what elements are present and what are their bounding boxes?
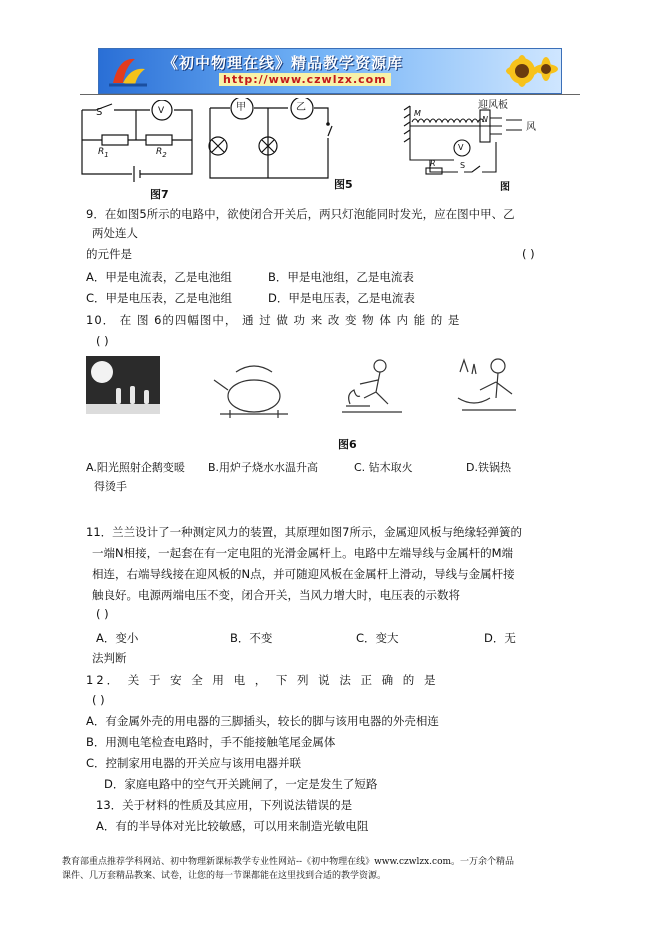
wind-device-diagram	[402, 98, 552, 186]
q9-option-a: A．甲是电流表，乙是电池组	[86, 270, 232, 284]
fig6-caption: 图6	[338, 438, 357, 451]
q10-option-b: B.用炉子烧水水温升高	[208, 461, 319, 474]
q12-answer-paren: ( )	[92, 693, 105, 707]
q10-option-a: A.阳光照射企鹅变暖	[86, 461, 185, 474]
q9-option-b: B．甲是电池组，乙是电流表	[268, 270, 414, 284]
fig5-caption: 图5	[334, 178, 353, 191]
q11-option-a: A．变小	[96, 631, 139, 645]
wind-r-label: R	[430, 159, 436, 168]
logo-icon	[105, 53, 151, 89]
q11-option-d: D．无	[484, 631, 516, 645]
q11-option-d-cont: 法判断	[92, 651, 127, 665]
sunflower-icon	[504, 51, 558, 91]
q10-option-c: C. 钻木取火	[354, 461, 413, 474]
q10-stem: 10． 在 图 6的四幅图中， 通 过 做 功 来 改 变 物 体 内 能 的 是	[86, 313, 461, 327]
wind-m-label: M	[414, 109, 421, 118]
q9-stem-line2: 两处连人	[92, 226, 138, 240]
q11-stem-line1: 11．兰兰设计了一种测定风力的装置，其原理如图7所示，金属迎风板与绝缘轻弹簧的	[86, 525, 522, 539]
wind-label: 风	[526, 122, 536, 133]
q10-option-d-cont: 得烫手	[94, 480, 127, 493]
fig7-caption: 图7	[150, 188, 169, 201]
wind-caption: 图	[500, 182, 510, 193]
q11-option-c: C．变大	[356, 631, 399, 645]
q11-option-b: B．不变	[230, 631, 273, 645]
wind-voltmeter-label: V	[458, 143, 464, 152]
q9-option-c: C．甲是电压表，乙是电池组	[86, 291, 233, 305]
circuit-diagram-fig5	[204, 98, 344, 184]
iron-pan-cooking-illustration	[452, 354, 524, 416]
page-footer	[62, 855, 602, 883]
q11-answer-paren: ( )	[96, 607, 109, 621]
q11-stem-line3: 相连，右端导线接在迎风板的N点，并可随迎风板在金属杆上滑动，导线与金属杆接	[92, 567, 515, 581]
drill-wood-fire-illustration	[336, 356, 408, 418]
q12-option-b: B．用测电笔检查电路时，手不能接触笔尾金属体	[86, 735, 336, 749]
q13-option-a: A．有的半导体对光比较敏感，可以用来制造光敏电阻	[96, 819, 369, 833]
fig7-voltmeter-label: V	[158, 106, 165, 116]
footer-line2: 课件、几万套精品教案、试卷，让您的每一节课都能在这里找到合适的教学资源。	[62, 871, 387, 881]
q12-option-a: A．有金属外壳的用电器的三脚插头，较长的脚与该用电器的外壳相连	[86, 714, 439, 728]
fig5-yi-label: 乙	[296, 102, 306, 113]
footer-line1: 教育部重点推荐学科网站、初中物理新课标教学专业性网站--《初中物理在线》www.czwlzx.com。一万余个精品	[62, 857, 515, 867]
q10-option-d: D.铁锅热	[466, 461, 511, 474]
fig7-r2-label: $R_2$	[156, 147, 167, 159]
q9-answer-paren: ( )	[522, 247, 535, 261]
header-banner	[98, 48, 562, 94]
penguins-sunlight-illustration	[86, 356, 160, 414]
q9-stem-line1: 9．在如图5所示的电路中，欲使闭合开关后，两只灯泡能同时发光，应在图中甲、乙	[86, 207, 515, 221]
fig7-r1-label: $R_1$	[98, 147, 109, 159]
q12-stem: 12． 关 于 安 全 用 电 ， 下 列 说 法 正 确 的 是	[86, 673, 439, 687]
wind-n-label: N	[482, 115, 488, 124]
fig5-jia-label: 甲	[236, 102, 246, 113]
q11-stem-line2: 一端N相接，一起套在有一定电阻的光滑金属杆上。电路中左端导线与金属杆的M端	[92, 546, 514, 560]
wind-s-label: S	[460, 161, 466, 170]
q12-option-c: C．控制家用电器的开关应与该用电器并联	[86, 756, 302, 770]
q10-answer-paren: ( )	[96, 334, 109, 348]
q11-stem-line4: 触良好。电源两端电压不变，闭合开关，当风力增大时，电压表的示数将	[92, 588, 460, 602]
q12-option-d: D．家庭电路中的空气开关跳闸了，一定是发生了短路	[104, 777, 378, 791]
banner-url: http://www.czwlzx.com	[219, 73, 391, 86]
kettle-on-stove-illustration	[210, 358, 298, 418]
banner-title: 《初中物理在线》精品教学资源库	[163, 54, 404, 72]
q9-stem-line3: 的元件是	[86, 247, 132, 261]
q13-stem: 13．关于材料的性质及其应用，下列说法错误的是	[96, 798, 353, 812]
q9-option-d: D．甲是电压表，乙是电流表	[268, 291, 415, 305]
wind-board-label: 迎风板	[478, 100, 508, 111]
header-divider	[80, 94, 580, 95]
fig7-switch-label: S	[96, 107, 103, 118]
